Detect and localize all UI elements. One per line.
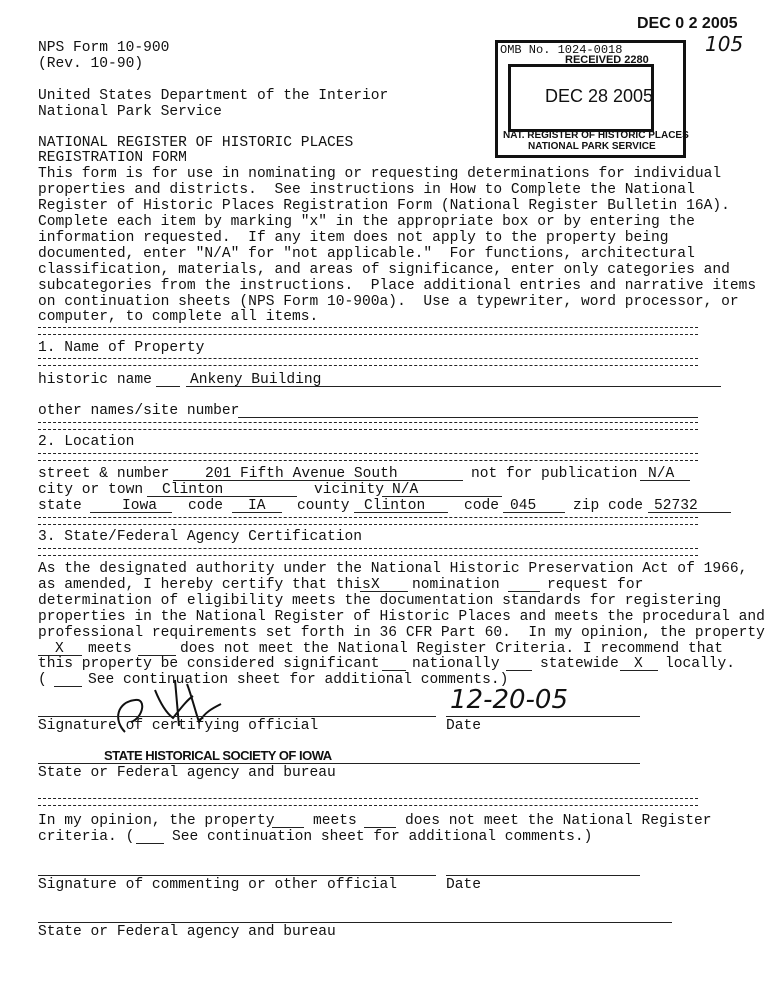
certifying-date-label: Date [446, 718, 482, 734]
agency-name-stamp[interactable]: STATE HISTORICAL SOCIETY OF IOWA [104, 748, 332, 763]
historic-name-field [186, 386, 721, 387]
service-name: National Park Service [38, 104, 222, 120]
continuation-text: See continuation sheet for additional comments.) [88, 672, 509, 688]
omb-number: OMB No. 1024-0018 [500, 43, 623, 57]
section-divider [38, 422, 698, 430]
department-name: United States Department of the Interior [38, 88, 389, 104]
street-label: street & number [38, 466, 170, 482]
form-number: NPS Form 10-900 [38, 40, 170, 56]
city-value[interactable]: Clinton [162, 482, 224, 498]
commenting-agency-line [38, 922, 672, 923]
comment-meets-label: meets [313, 813, 357, 829]
street-value[interactable]: 201 Fifth Avenue South [205, 466, 398, 482]
instructions-line: subcategories from the instructions. Place additional entries and narrative items [38, 278, 757, 294]
state-value[interactable]: Iowa [122, 498, 158, 514]
comment-text: In my opinion, the property [38, 813, 275, 829]
request-label: request for [547, 577, 644, 593]
section3-heading: 3. State/Federal Agency Certification [38, 529, 363, 545]
section2-heading: 2. Location [38, 434, 135, 450]
section-divider [38, 517, 698, 525]
nationally-label: nationally [412, 656, 500, 672]
section-divider [38, 548, 698, 556]
commenting-signature-label: Signature of commenting or other official [38, 877, 398, 893]
historic-name-label: historic name [38, 372, 152, 388]
not-for-publication-value[interactable]: N/A [648, 466, 675, 482]
commenting-agency-label: State or Federal agency and bureau [38, 924, 336, 940]
certification-text: determination of eligibility meets the documentation standards for registering [38, 593, 722, 609]
county-code-label: code [464, 498, 500, 514]
instructions-line: classification, materials, and areas of significance, enter only categories and [38, 262, 730, 278]
other-names-field [238, 417, 698, 418]
form-revision: (Rev. 10-90) [38, 56, 144, 72]
stamp-date: DEC 28 2005 [545, 86, 654, 106]
commenting-date-label: Date [446, 877, 482, 893]
zip-value[interactable]: 52732 [654, 498, 698, 514]
historic-name-value[interactable]: Ankeny Building [190, 372, 322, 388]
instructions-line: Complete each item by marking "x" in the appropriate box or by entering the [38, 214, 695, 230]
form-title: NATIONAL REGISTER OF HISTORIC PLACES [38, 135, 354, 151]
meets-label: meets [88, 641, 132, 657]
state-code-label: code [188, 498, 224, 514]
commenting-date-line [446, 875, 640, 876]
instructions-line: computer, to complete all items. [38, 309, 319, 325]
instructions-line: on continuation sheets (NPS Form 10-900a). Use a typewriter, word processor, or [38, 294, 739, 310]
certifying-signature-line [38, 716, 436, 717]
certifying-date-line [446, 716, 640, 717]
comment-criteria-text: criteria. ( [38, 829, 135, 845]
instructions-line: information requested. If any item does not apply to the property being [38, 230, 669, 246]
form-subtitle: REGISTRATION FORM [38, 150, 187, 166]
agency-line [38, 763, 640, 764]
nomination-label: nomination [412, 577, 500, 593]
statewide-label: statewide [540, 656, 619, 672]
certifying-date-value[interactable]: 12-20-05 [450, 685, 569, 715]
certification-text: As the designated authority under the National Historic Preservation Act of 1966, [38, 561, 748, 577]
significance-text: this property be considered significant [38, 656, 380, 672]
instructions-line: Register of Historic Places Registration Form (National Register Bulletin 16A). [38, 198, 730, 214]
locally-label: locally. [665, 656, 736, 672]
city-label: city or town [38, 482, 144, 498]
certification-text: properties in the National Register of Historic Places and meets the procedural and [38, 609, 765, 625]
certification-text: as amended, I hereby certify that this [38, 577, 371, 593]
zip-label: zip code [573, 498, 644, 514]
stamp-park-service-line: NATIONAL PARK SERVICE [528, 141, 656, 152]
nomination-mark[interactable]: X [371, 577, 380, 593]
instructions-line: documented, enter "N/A" for "not applicable." For functions, architectural [38, 246, 695, 262]
vicinity-value[interactable]: N/A [392, 482, 419, 498]
received-stamp-label: RECEIVED 2280 [565, 54, 649, 66]
section-divider [38, 798, 698, 806]
certification-text: professional requirements set forth in 36 CFR Part 60. In my opinion, the property [38, 625, 765, 641]
certifying-signature-label: Signature of certifying official [38, 718, 319, 734]
stamp-register-line: NAT. REGISTER OF HISTORIC PLACES [503, 130, 689, 141]
continuation-paren: ( [38, 672, 47, 688]
section-divider [38, 358, 698, 366]
street-field [173, 480, 463, 481]
instructions-line: properties and districts. See instructions in How to Complete the National [38, 182, 695, 198]
agency-label: State or Federal agency and bureau [38, 765, 336, 781]
state-code-value[interactable]: IA [248, 498, 266, 514]
handwritten-number: 105 [705, 32, 744, 56]
not-for-publication-label: not for publication [471, 466, 638, 482]
county-value[interactable]: Clinton [364, 498, 426, 514]
vicinity-label: vicinity [314, 482, 385, 498]
section-divider [38, 453, 698, 461]
received-date-stamp: DEC 0 2 2005 [637, 15, 738, 32]
instructions-line: This form is for use in nominating or requesting determinations for individual [38, 166, 722, 182]
locally-mark[interactable]: X [634, 656, 643, 672]
commenting-signature-line [38, 875, 436, 876]
city-field [147, 496, 297, 497]
comment-does-not-meet-label: does not meet the National Register [405, 813, 712, 829]
county-code-value[interactable]: 045 [510, 498, 537, 514]
state-label: state [38, 498, 82, 514]
section-divider [38, 327, 698, 335]
meets-mark[interactable]: X [55, 641, 64, 657]
comment-continuation-text: See continuation sheet for additional comments.) [172, 829, 593, 845]
section1-heading: 1. Name of Property [38, 340, 205, 356]
other-names-label: other names/site number [38, 403, 240, 419]
county-label: county [297, 498, 350, 514]
does-not-meet-text: does not meet the National Register Criteria. I recommend that [180, 641, 723, 657]
